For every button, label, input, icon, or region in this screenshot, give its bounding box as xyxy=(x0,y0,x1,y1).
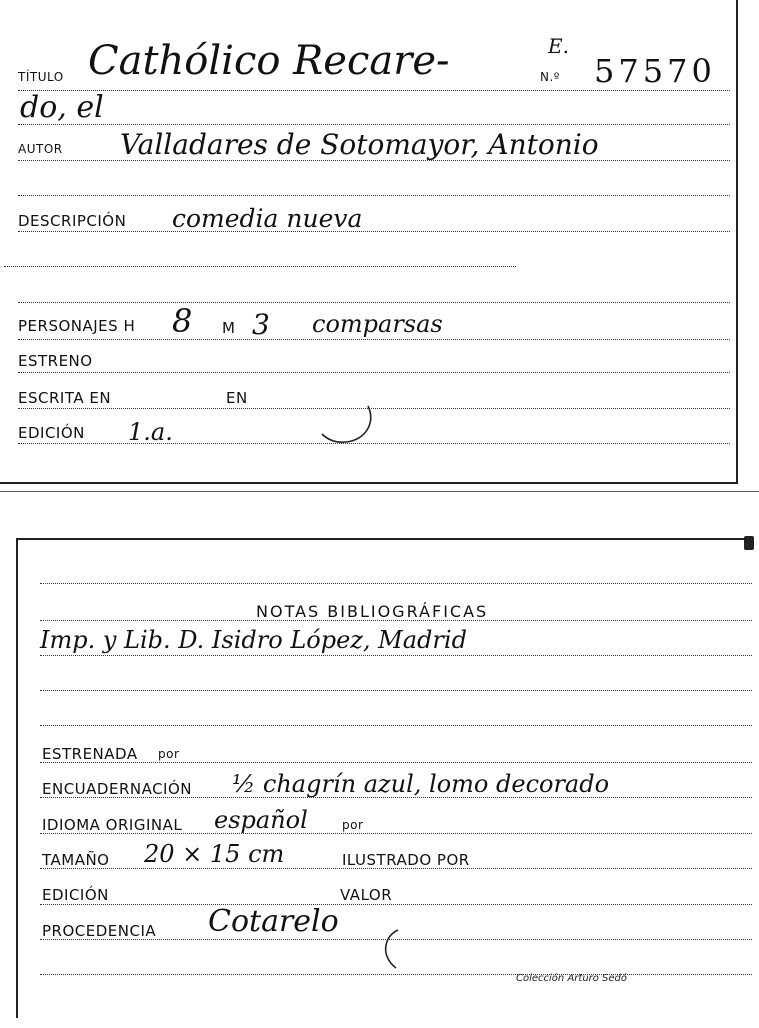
rule xyxy=(40,655,752,656)
rule xyxy=(40,583,752,584)
rule xyxy=(18,302,730,303)
idioma-value: español xyxy=(214,806,308,834)
rule xyxy=(40,690,752,691)
estreno-label: ESTRENO xyxy=(18,352,93,370)
edicion-bottom-label: EDICIÓN xyxy=(42,886,109,904)
idioma-por: por xyxy=(342,818,364,832)
escrita-label: ESCRITA EN xyxy=(18,389,112,407)
notas-value: Imp. y Lib. D. Isidro López, Madrid xyxy=(40,626,467,654)
rule xyxy=(18,90,730,91)
punch-hole-mark xyxy=(318,402,378,446)
autor-label: AUTOR xyxy=(18,142,63,156)
personajes-m-label: M xyxy=(222,319,236,337)
tamano-label: TAMAÑO xyxy=(42,851,110,869)
escrita-en-label: EN xyxy=(226,389,248,407)
encuadernacion-value: ½ chagrín azul, lomo decorado xyxy=(232,770,610,798)
rule xyxy=(18,372,730,373)
procedencia-label: PROCEDENCIA xyxy=(42,922,157,940)
numero-e-label: E. xyxy=(548,34,569,58)
estrenada-por: por xyxy=(158,747,180,761)
titulo-label: TÍTULO xyxy=(18,70,64,84)
collection-credit: Colección Arturo Sedó xyxy=(516,973,628,984)
encuadernacion-label: ENCUADERNACIÓN xyxy=(42,780,193,798)
corner-tab xyxy=(744,536,754,550)
autor-value: Valladares de Sotomayor, Antonio xyxy=(120,128,599,161)
notas-heading: NOTAS BIBLIOGRÁFICAS xyxy=(256,602,489,621)
procedencia-value: Cotarelo xyxy=(208,904,339,939)
estrenada-label: ESTRENADA xyxy=(42,745,138,763)
rule xyxy=(18,195,730,196)
rule xyxy=(40,762,752,763)
rule xyxy=(4,266,516,267)
rule xyxy=(18,124,730,125)
edicion-value: 1.a. xyxy=(128,418,173,446)
personajes-extra: comparsas xyxy=(312,310,443,338)
personajes-label: PERSONAJES H xyxy=(18,317,136,335)
numero-value: 57570 xyxy=(594,52,716,90)
card-divider xyxy=(0,491,759,492)
rule xyxy=(18,339,730,340)
tamano-value: 20 × 15 cm xyxy=(144,840,285,868)
numero-prefix: N.º xyxy=(540,70,560,84)
edicion-label: EDICIÓN xyxy=(18,424,85,442)
titulo-continuation: do, el xyxy=(20,90,104,125)
personajes-h-value: 8 xyxy=(172,302,193,340)
idioma-label: IDIOMA ORIGINAL xyxy=(42,816,183,834)
ilustrado-label: ILUSTRADO POR xyxy=(342,851,470,869)
descripcion-value: comedia nueva xyxy=(172,204,363,233)
rule xyxy=(40,974,752,975)
personajes-m-value: 3 xyxy=(252,308,270,341)
punch-hole-mark xyxy=(376,926,426,974)
rule xyxy=(40,725,752,726)
titulo-value: Cathólico Recare- xyxy=(88,38,450,84)
valor-label: VALOR xyxy=(340,886,393,904)
rule xyxy=(40,904,752,905)
descripcion-label: DESCRIPCIÓN xyxy=(18,212,127,230)
rule xyxy=(18,231,730,232)
